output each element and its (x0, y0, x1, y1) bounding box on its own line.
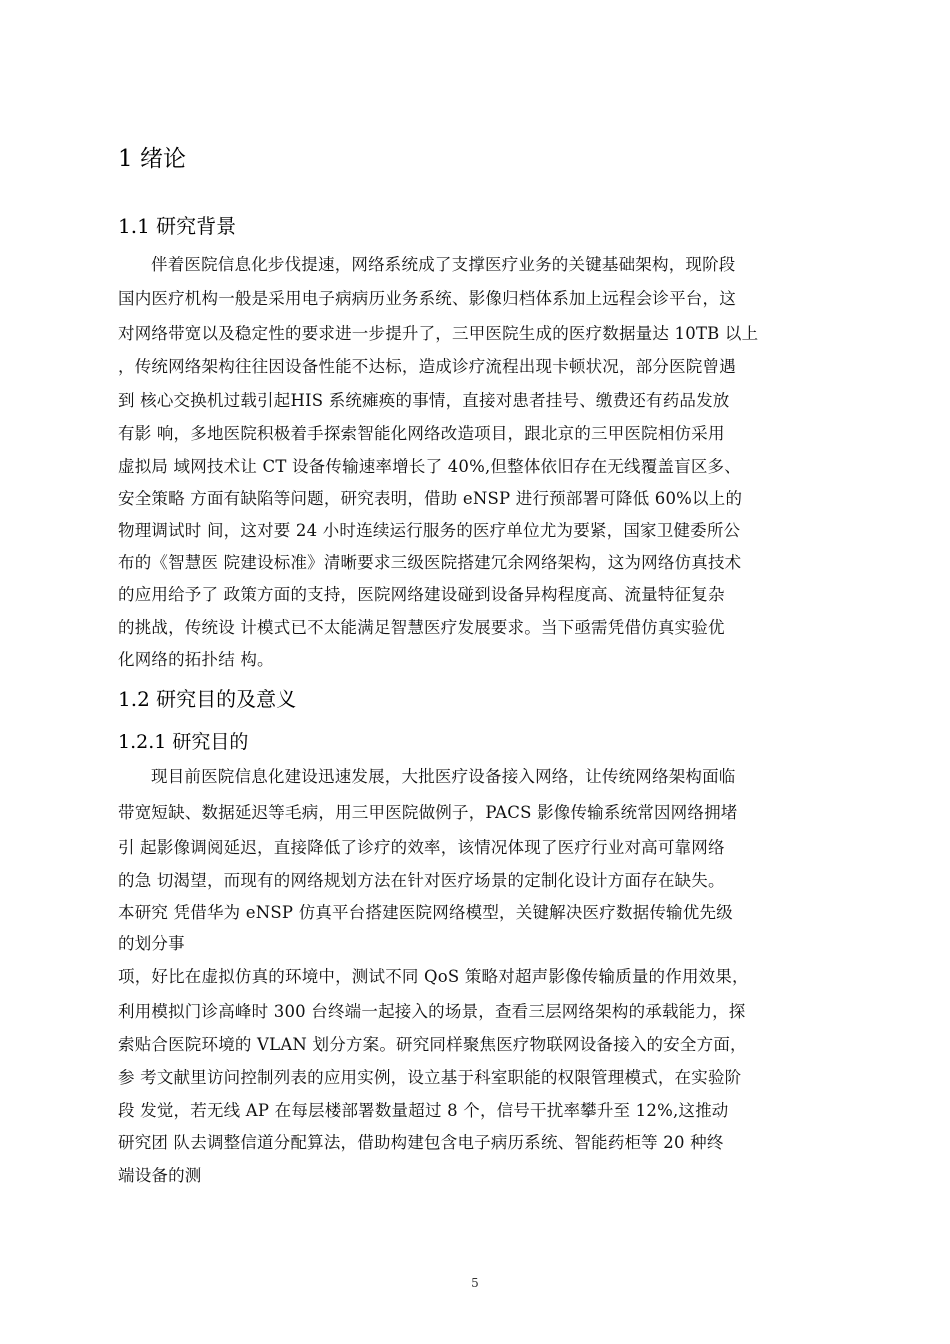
paragraph-line: 索贴合医院环境的 VLAN 划分方案。研究同样聚焦医疗物联网设备接入的安全方面， (118, 1035, 747, 1054)
section-heading-research-background: 1.1 研究背景 (118, 214, 237, 238)
paragraph-line: 参 考文献里访问控制列表的应用实例，设立基于科室职能的权限管理模式，在实验阶 (118, 1068, 742, 1087)
paragraph-line: 伴着医院信息化步伐提速，网络系统成了支撑医疗业务的关键基础架构，现阶段 (151, 255, 736, 274)
paragraph-line: 研究团 队去调整信道分配算法，借助构建包含电子病历系统、智能药柜等 20 种终 (118, 1133, 724, 1152)
paragraph-line: 引 起影像调阅延迟，直接降低了诊疗的效率，该情况体现了医疗行业对高可靠网络 (118, 838, 725, 857)
paragraph-line: 带宽短缺、数据延迟等毛病，用三甲医院做例子，PACS 影像传输系统常因网络拥堵 (118, 803, 738, 822)
paragraph-line: 到 核心交换机过载引起HIS 系统瘫痪的事情，直接对患者挂号、缴费还有药品发放 (118, 391, 730, 410)
paragraph-line: 安全策略 方面有缺陷等问题，研究表明，借助 eNSP 进行预部署可降低 60%以上的 (118, 489, 743, 508)
paragraph-line: 现目前医院信息化建设迅速发展，大批医疗设备接入网络，让传统网络架构面临 (151, 767, 736, 786)
paragraph-line: 的划分事 (118, 934, 185, 953)
paragraph-line: 虚拟局 域网技术让 CT 设备传输速率增长了 40%,但整体依旧存在无线覆盖盲区多、 (118, 457, 741, 476)
paragraph-line: 端设备的测 (118, 1166, 202, 1185)
paragraph-line: 对网络带宽以及稳定性的要求进一步提升了，三甲医院生成的医疗数据量达 10TB 以上 (118, 324, 759, 343)
paragraph-line: 化网络的拓扑结 构。 (118, 650, 274, 669)
paragraph-line: 布的《智慧医 院建设标准》清晰要求三级医院搭建冗余网络架构，这为网络仿真技术 (118, 553, 742, 572)
subsection-heading-research-purpose: 1.2.1 研究目的 (118, 731, 249, 753)
paragraph-line: 的急 切渴望，而现有的网络规划方法在针对医疗场景的定制化设计方面存在缺失。 (118, 871, 725, 890)
paragraph-line: 物理调试时 间，这对要 24 小时连续运行服务的医疗单位尤为要紧，国家卫健委所公 (118, 521, 741, 540)
paragraph-line: 利用模拟门诊高峰时 300 台终端一起接入的场景，查看三层网络架构的承载能力，探 (118, 1002, 746, 1021)
paragraph-line: ，传统网络架构往往因设备性能不达标，造成诊疗流程出现卡顿状况，部分医院曾遇 (118, 357, 736, 376)
section-heading-purpose-significance: 1.2 研究目的及意义 (118, 687, 297, 711)
paragraph-line: 本研究 凭借华为 eNSP 仿真平台搭建医院网络模型，关键解决医疗数据传输优先级 (118, 903, 733, 922)
paragraph-line: 项，好比在虚拟仿真的环境中，测试不同 QoS 策略对超声影像传输质量的作用效果， (118, 967, 749, 986)
page-number: 5 (471, 1276, 479, 1290)
chapter-title: 1 绪论 (118, 146, 186, 172)
paragraph-line: 有影 响，多地医院积极着手探索智能化网络改造项目，跟北京的三甲医院相仿采用 (118, 424, 725, 443)
paragraph-line: 的挑战，传统设 计模式已不太能满足智慧医疗发展要求。当下亟需凭借仿真实验优 (118, 618, 725, 637)
paragraph-line: 国内医疗机构一般是采用电子病病历业务系统、影像归档体系加上远程会诊平台，这 (118, 289, 736, 308)
paragraph-line: 段 发觉，若无线 AP 在每层楼部署数量超过 8 个，信号干扰率攀升至 12%,这推动 (118, 1101, 729, 1120)
paragraph-line: 的应用给予了 政策方面的支持，医院网络建设碰到设备异构程度高、流量特征复杂 (118, 585, 725, 604)
